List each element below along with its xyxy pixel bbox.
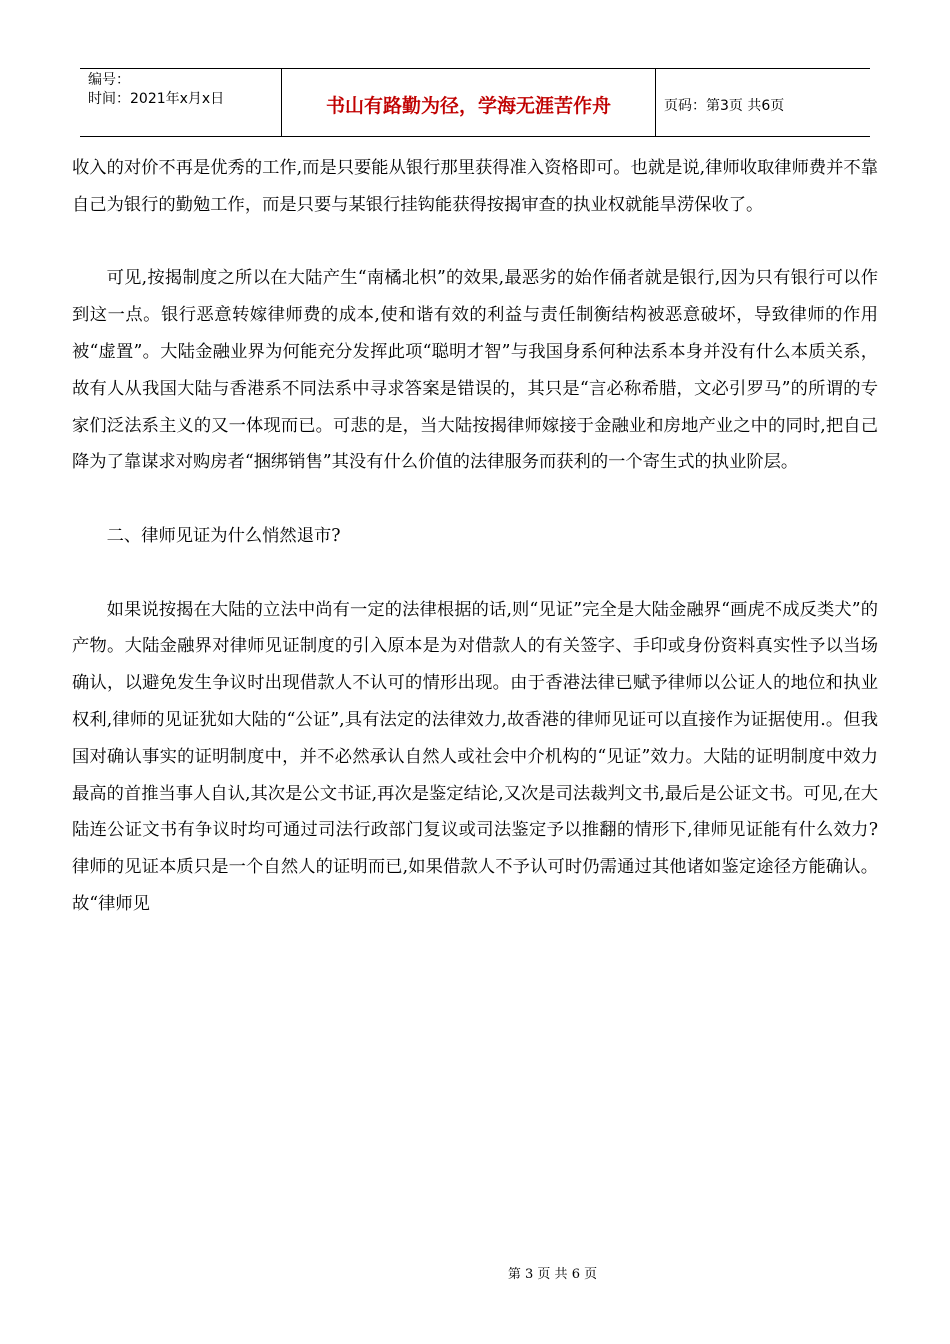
- footer-page-number: 第 3 页 共 6 页: [507, 1267, 598, 1282]
- paragraph: 如果说按揭在大陆的立法中尚有一定的法律根据的话,则“见证”完全是大陆金融界“画虎不成反类犬”的产物。大陆金融界对律师见证制度的引入原本是为对借款人的有关签字、手印或身份资料真实性予以当场确认，以避免发生争议时出现借款人不认可的情形出现。由于香港法律已赋予律师以公证人的地位和执业权利,律师的见证犹如大陆的“公证”,具有法定的法律效力,故香港的律师见证可以直接作为证据使用.。但我国对确认事实的证明制度中，并不必然承认自然人或社会中介机构的“见证”效力。大陆的证明制度中效力最高的首推当事人自认,其次是公文书证,再次是鉴定结论,又次是司法裁判文书,最后是公证文书。可见,在大陆连公证文书有争议时均可通过司法行政部门复议或司法鉴定予以推翻的情形下,律师见证能有什么效力?律师的见证本质只是一个自然人的证明而已,如果借款人不予认可时仍需通过其他诸如鉴定途径方能确认。故“律师见: [72, 599, 878, 914]
- document-time-label: 时间：2021年x月x日: [88, 91, 225, 107]
- header-page-info: 页码：第3页 共6页: [664, 97, 785, 114]
- document-body: [72, 150, 878, 960]
- paragraph-continuation: 收入的对价不再是优秀的工作,而是只要能从银行那里获得准入资格即可。也就是说,律师收取律师费并不靠自己为银行的勤勉工作，而是只要与某银行挂钩能获得按揭审查的执业权就能旱涝保收了。: [72, 158, 878, 215]
- header-meta: [80, 69, 282, 136]
- page-footer: [0, 1263, 950, 1282]
- header-table: [80, 68, 870, 137]
- paragraph: 可见,按揭制度之所以在大陆产生“南橘北枳”的效果,最恶劣的始作俑者就是银行,因为只有银行可以作到这一点。银行恶意转嫁律师费的成本,使和谐有效的利益与责任制衡结构被恶意破坏，导致律师的作用被“虚置”。大陆金融业界为何能充分发挥此项“聪明才智”与我国身系何种法系本身并没有什么本质关系，故有人从我国大陆与香港系不同法系中寻求答案是错误的，其只是“言必称希腊，文必引罗马”的所谓的专家们泛法系主义的又一体现而已。可悲的是，当大陆按揭律师嫁接于金融业和房地产业之中的同时,把自己降为了靠谋求对购房者“捆绑销售”其没有什么价值的法律服务而获利的一个寄生式的执业阶层。: [72, 268, 878, 473]
- header-motto: 书山有路勤为径，学海无涯苦作舟: [282, 69, 656, 136]
- section-heading: 二、律师见证为什么悄然退市?: [106, 525, 341, 546]
- document-number-label: 编号：: [88, 72, 130, 88]
